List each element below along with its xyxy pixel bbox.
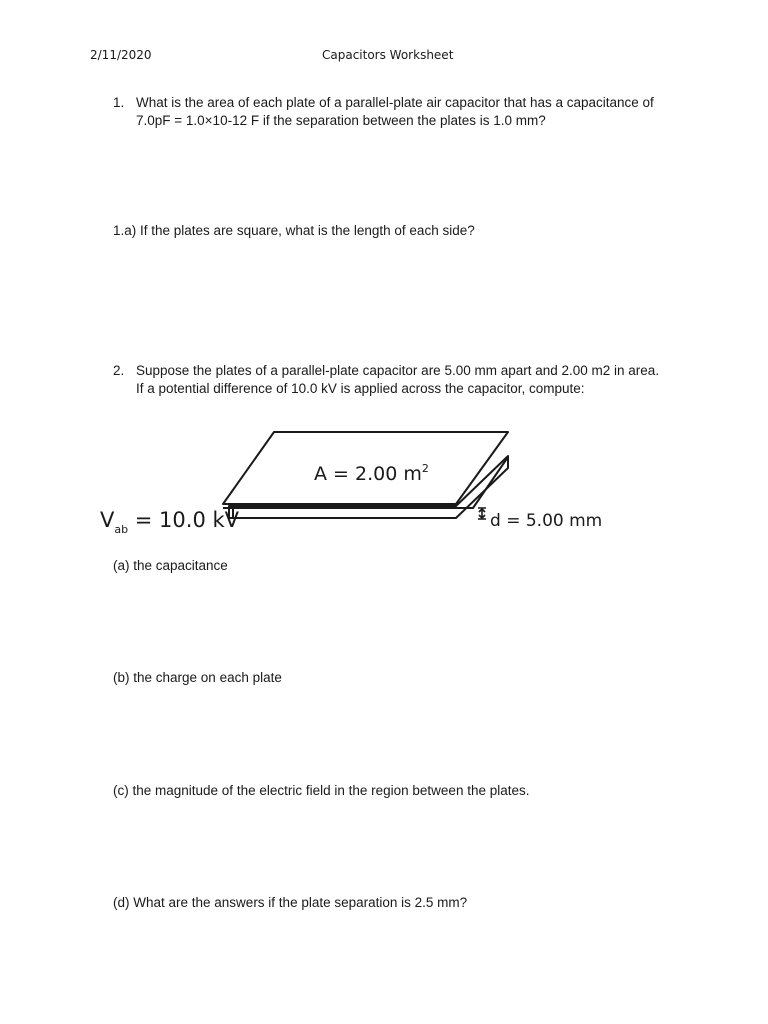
question-1a: 1.a) If the plates are square, what is the length of each side?	[113, 223, 475, 238]
part-d: (d) What are the answers if the plate separation is 2.5 mm?	[113, 895, 468, 910]
header-date: 2/11/2020	[90, 48, 152, 62]
voltage-label: $V_{ab} = 10.0$ kV	[100, 508, 240, 536]
area-label: A = 2.00 $m^2$	[314, 462, 429, 485]
question-1-number: 1.	[113, 95, 125, 110]
question-1-line-1: What is the area of each plate of a parallel-plate air capacitor that has a capacitance of	[136, 95, 654, 110]
question-2-line-2: If a potential difference of 10.0 kV is applied across the capacitor, compute:	[136, 381, 585, 396]
question-2-number: 2.	[113, 363, 125, 378]
capacitor-diagram	[96, 426, 616, 546]
question-1-line-2: 7.0pF = 1.0×10-12 F if the separation between the plates is 1.0 mm?	[136, 113, 546, 128]
question-2-line-1: Suppose the plates of a parallel-plate capacitor are 5.00 mm apart and 2.00 m2 in area.	[136, 363, 660, 378]
separation-label: d = 5.00 mm	[490, 511, 603, 531]
part-a: (a) the capacitance	[113, 558, 228, 573]
worksheet-title: Capacitors Worksheet	[322, 48, 454, 62]
part-c: (c) the magnitude of the electric field in the region between the plates.	[113, 783, 530, 798]
part-b: (b) the charge on each plate	[113, 670, 282, 685]
separation-arrow-icon	[478, 508, 486, 519]
